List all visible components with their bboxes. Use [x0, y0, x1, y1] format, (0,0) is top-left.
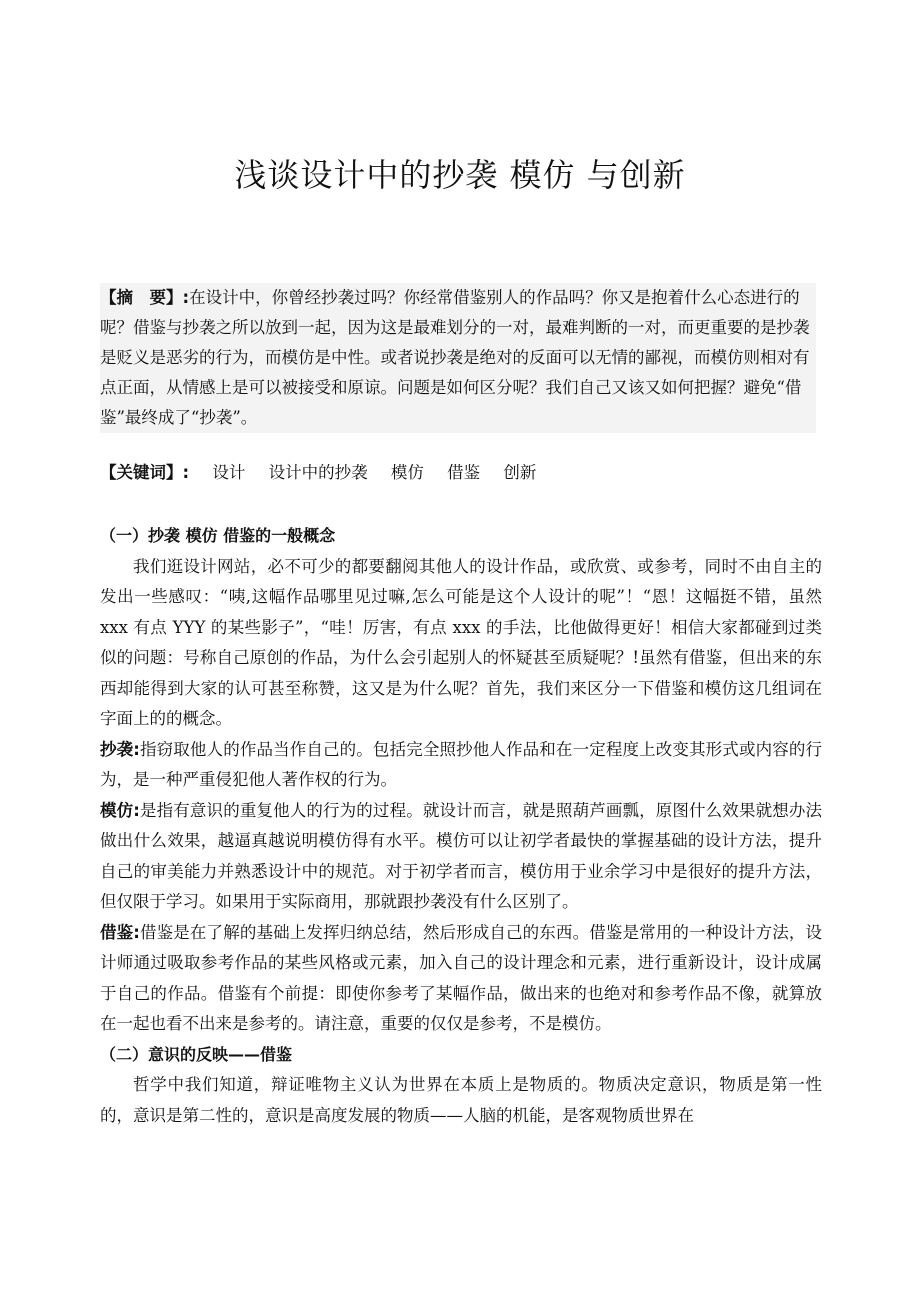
keywords-line: [100, 458, 820, 488]
definition-reference: [100, 918, 822, 1040]
keyword-item: 设计中的抄袭: [268, 463, 368, 482]
term-text: 借鉴是在了解的基础上发挥归纳总结，然后形成自己的东西。借鉴是常用的一种设计方法，设计师通过吸取参考作品的某些风格或元素，加入自己的设计理念和元素，进行重新设计，设计成属于自己的作品。借鉴有个前提：即使你参考了某幅作品，做出来的也绝对和参考作品不像，就算放在一起也看不出来是参考的。请注意，重要的仅仅是参考，不是模仿。: [100, 922, 822, 1033]
paragraph: 我们逛设计网站，必不可少的都要翻阅其他人的设计作品，或欣赏、或参考，同时不由自主的发出一些感叹：“咦,这幅作品哪里见过嘛,怎么可能是这个人设计的呢”！“恩！这幅挺不错，虽然 xxx 有点 YYY 的某些影子”，“哇！厉害，有点 xxx 的手法，比他做得更好！相信大家都碰到过类似的问题：号称自己原创的作品，为什么会引起别人的怀疑甚至质疑呢？!虽然有借鉴，但出来的东西却能得到大家的认可甚至称赞，这又是为什么呢？首先，我们来区分一下借鉴和模仿这几组词在字面上的的概念。: [100, 556, 822, 728]
term-label: 借鉴:: [100, 922, 140, 942]
keyword-item: 借鉴: [447, 463, 481, 482]
term-label: 抄袭:: [100, 739, 140, 759]
document-title: 浅谈设计中的抄袭 模仿 与创新: [234, 156, 686, 194]
paragraph: 哲学中我们知道，辩证唯物主义认为世界在本质上是物质的。物质决定意识，物质是第一性的，意识是第二性的，意识是高度发展的物质——人脑的机能，是客观物质世界在: [100, 1075, 822, 1125]
term-text: 指窃取他人的作品当作自己的。包括完全照抄他人作品和在一定程度上改变其形式或内容的行为，是一种严重侵犯他人著作权的行为。: [100, 739, 822, 789]
term-text: 是指有意识的重复他人的行为的过程。就设计而言，就是照葫芦画瓢，原图什么效果就想办法做出什么效果，越逼真越说明模仿得有水平。模仿可以让初学者最快的掌握基础的设计方法，提升自己的审美能力并熟悉设计中的规范。对于初学者而言，模仿用于业余学习中是很好的提升方法，但仅限于学习。如果用于实际商用，那就跟抄袭没有什么区别了。: [100, 800, 822, 911]
document-body: [100, 521, 822, 1131]
term-label: 模仿:: [100, 800, 140, 820]
keyword-item: 设计: [212, 463, 246, 482]
definition-imitation: [100, 796, 822, 918]
keywords-label: 【关键词】:: [100, 463, 190, 482]
section-heading: （二）意识的反映——借鉴: [100, 1044, 293, 1064]
definition-plagiarism: [100, 735, 822, 796]
keyword-item: 模仿: [390, 463, 424, 482]
abstract-block: [100, 283, 816, 433]
abstract-text: 在设计中，你曾经抄袭过吗？你经常借鉴别人的作品吗？你又是抱着什么心态进行的呢？借鉴与抄袭之所以放到一起，因为这是最难划分的一对，最难判断的一对，而更重要的是抄袭是贬义是恶劣的行为，而模仿是中性。或者说抄袭是绝对的反面可以无情的鄙视，而模仿则相对有点正面，从情感上是可以被接受和原谅。问题是如何区分呢？我们自己又该又如何把握？避免“借鉴”最终成了“抄袭”。: [100, 288, 810, 427]
section-heading: （一）抄袭 模仿 借鉴的一般概念: [100, 526, 336, 545]
abstract-label: 【摘 要】:: [100, 288, 190, 307]
keyword-item: 创新: [503, 463, 537, 482]
